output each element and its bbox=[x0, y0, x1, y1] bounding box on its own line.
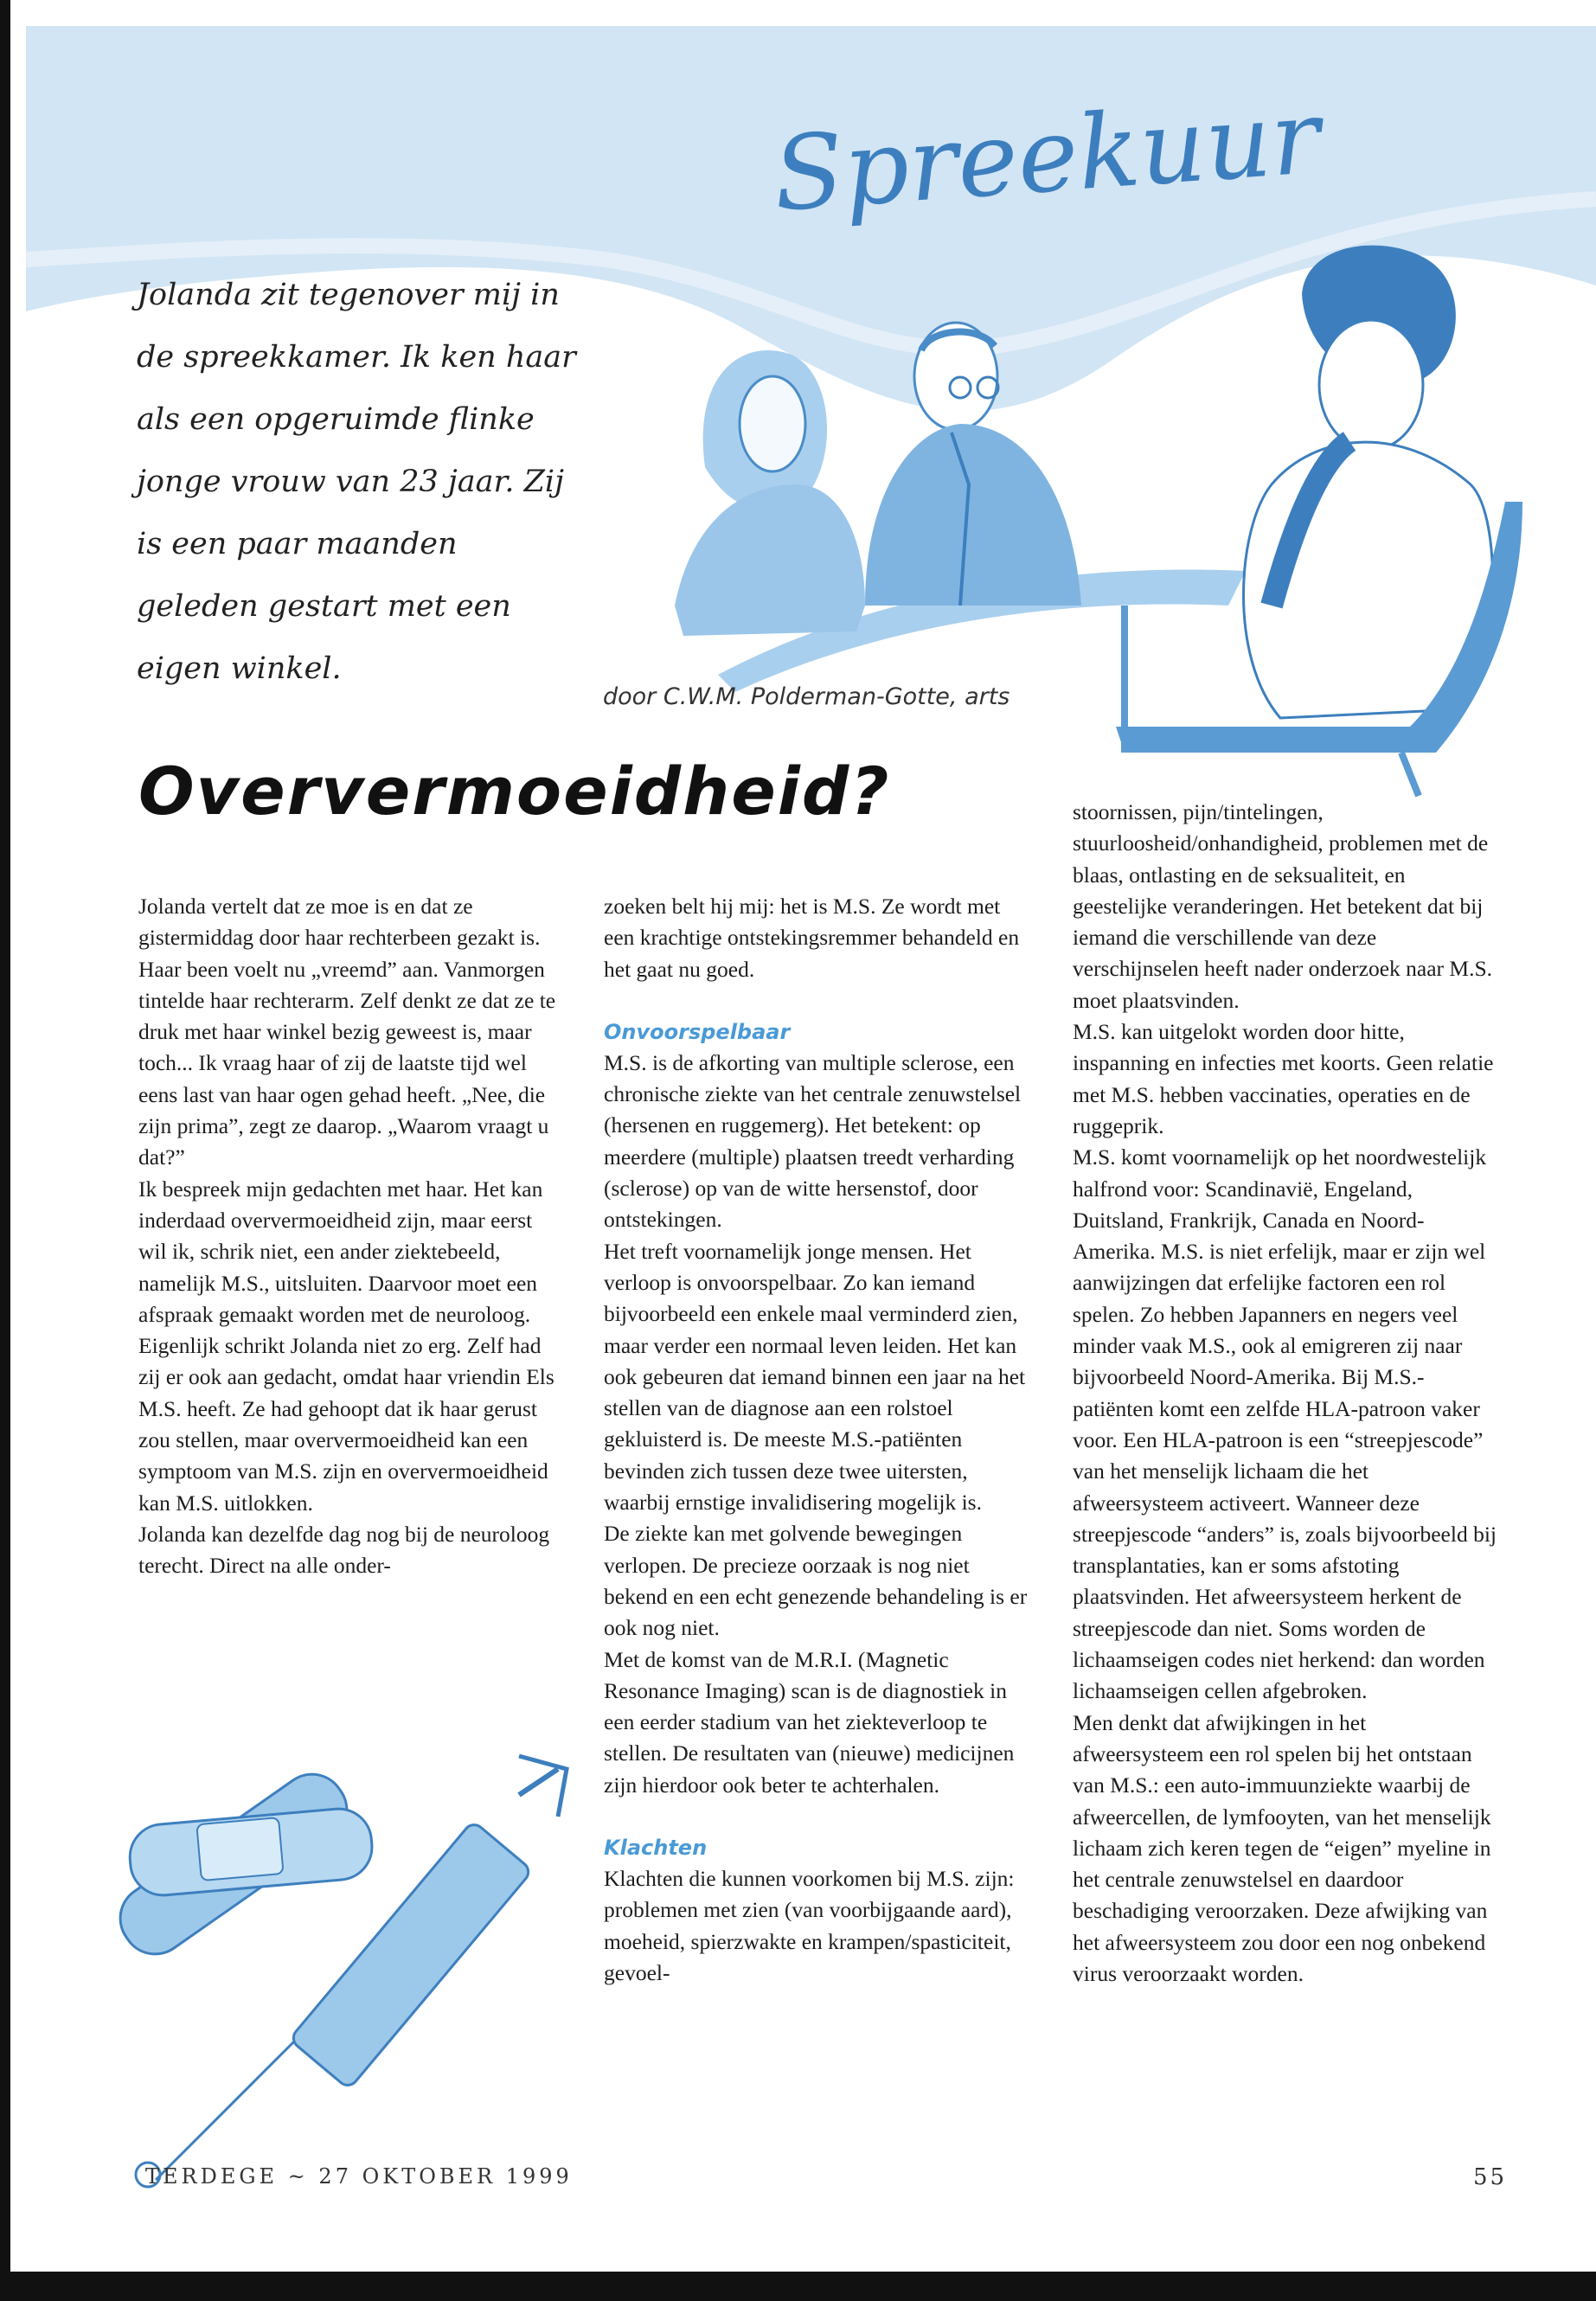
author-byline: door C.W.M. Polderman-Gotte, arts bbox=[603, 683, 1010, 710]
intro-text: Jolanda zit tegenover mij in de spreekkamer. Ik ken haar als een opgeruimde flinke jonge vrouw van 23 jaar. Zij is een paar maanden geleden gestart met een eigen winkel. bbox=[137, 278, 576, 686]
page-number: 55 bbox=[1473, 2164, 1508, 2190]
article-headline: Oververmoeidheid? bbox=[138, 753, 891, 830]
paragraph: M.S. kan uitgelokt worden door hitte, inspanning en infecties met koorts. Geen relatie met M.S. hebben vaccinaties, operaties en de ruggeprik. bbox=[1073, 1019, 1494, 1138]
section-heading-onvoorspelbaar: Onvoorspelbaar bbox=[604, 1019, 791, 1044]
article-column-2 bbox=[604, 891, 1028, 1989]
paragraph: stoornissen, pijn/tintelingen, stuurloosheid/onhandigheid, problemen met de blaas, ontlasting en de seksualiteit, en geestelijke veranderingen. Het betekent dat bij iemand die verschillende van deze verschijnselen heeft nader onderzoek naar M.S. moet plaatsvinden. bbox=[1073, 799, 1493, 1013]
paragraph: Jolanda kan dezelfde dag nog bij de neuroloog terecht. Direct na alle onder- bbox=[138, 1521, 550, 1579]
paragraph: Het treft voornamelijk jonge mensen. Het verloop is onvoorspelbaar. Zo kan iemand bijvoorbeeld een enkele maal verminderd zien, maar verder een normaal leven leiden. Het kan ook gebeuren dat iemand binnen een jaar na het stellen van de diagnose aan een rolstoel gekluisterd is. De meeste M.S.-patiënten bevinden zich tussen deze twee uitersten, waarbij ernstige invalidisering mogelijk is. bbox=[604, 1238, 1026, 1516]
paragraph: Klachten die kunnen voorkomen bij M.S. zijn: problemen met zien (van voorbijgaande aard), moeheid, spierzwakte en krampen/spasticiteit, gevoel- bbox=[604, 1866, 1015, 1985]
paragraph: De ziekte kan met golvende bewegingen verlopen. De precieze oorzaak is nog niet bekend en een echt genezende behandeling is er ook nog niet. bbox=[604, 1521, 1028, 1641]
paragraph: Men denkt dat afwijkingen in het afweersysteem een rol spelen bij het ontstaan van M.S.: een auto-immuunziekte waarbij de afweercellen, de lymfooyten, van het menselijk lichaam zich keren tegen de “eigen” myeline in het centrale zenuwstelsel en daardoor beschadiging veroorzaken. Deze afwijking van het afweersysteem zou door een nog onbekend virus veroorzaakt worden. bbox=[1073, 1709, 1491, 1986]
plasters-illustration bbox=[107, 1761, 375, 1967]
magazine-footer: TERDEGE ~ 27 OKTOBER 1999 bbox=[145, 2164, 573, 2189]
script-title: Spreekuur bbox=[769, 76, 1324, 234]
paragraph: M.S. is de afkorting van multiple sclerose, een chronische ziekte van het centrale zenuwstelsel (hersenen en ruggemerg). Het betekent: op meerdere (multiple) plaatsen treedt verharding (sclerose) op van de witte hersenstof, door ontstekingen. bbox=[604, 1049, 1022, 1233]
paragraph: M.S. komt voornamelijk op het noordwestelijk halfrond voor: Scandinavië, Engeland, Duitsland, Frankrijk, Canada en Noord-Amerika. M.S. is niet erfelijk, maar er zijn wel aanwijzingen dat erfelijke factoren een rol spelen. Zo hebben Japanners en negers veel minder vaak M.S., ook al emigreren zij naar bijvoorbeeld Noord-Amerika. Bij M.S.-patiënten komt een zelfde HLA-patroon vaker voor. Een HLA-patroon is een “streepjescode” van het menselijk lichaam die het afweersysteem activeert. Wanneer deze streepjescode “anders” is, zoals bijvoorbeeld bij transplantaties, kan er soms afstoting plaatsvinden. Het afweersysteem herkent de streepjescode dan niet. Soms worden de lichaamseigen codes niet herkend: dan worden lichaamseigen cellen afgebroken. bbox=[1073, 1144, 1497, 1704]
section-heading-klachten: Klachten bbox=[604, 1836, 708, 1861]
article-column-3 bbox=[1073, 797, 1497, 1990]
paragraph: zoeken belt hij mij: het is M.S. Ze wordt met een krachtige ontstekingsremmer behandeld en het gaat nu goed. bbox=[604, 894, 1020, 982]
paragraph: Ik bespreek mijn gedachten met haar. Het kan inderdaad oververmoeidheid zijn, maar eerst wil ik, schrik niet, een ander ziektebeeld, namelijk M.S., uitsluiten. Daarvoor moet een afspraak gemaakt worden met de neuroloog. Eigenlijk schrikt Jolanda niet zo erg. Zelf had zij er ook aan gedacht, omdat haar vriendin Els M.S. heeft. Ze had gehoopt dat ik haar gerust zou stellen, maar oververmoeidheid kan een symptoom van M.S. zijn en oververmoeidheid kan M.S. uitlokken. bbox=[138, 1176, 554, 1516]
paragraph: Jolanda vertelt dat ze moe is en dat ze gistermiddag door haar rechterbeen gezakt is. Haar been voelt nu „vreemd” aan. Vanmorgen tintelde haar rechterarm. Zelf denkt ze dat ze te druk met haar winkel bezig geweest is, maar toch... Ik vraag haar of zij de laatste tijd wel eens last van haar ogen gehad heeft. „Nee, die zijn prima”, zegt ze daarop. „Waarom vraagt u dat?” bbox=[138, 894, 556, 1170]
scan-edge-bottom bbox=[0, 2272, 1596, 2301]
article-column-1 bbox=[138, 891, 558, 1582]
paragraph: Met de komst van de M.R.I. (Magnetic Resonance Imaging) scan is de diagnostiek in een eerder stadium van het ziekteverloop te stellen. De resultaten van (nieuwe) medicijnen zijn hierdoor ook beter te achterhalen. bbox=[604, 1646, 1015, 1798]
